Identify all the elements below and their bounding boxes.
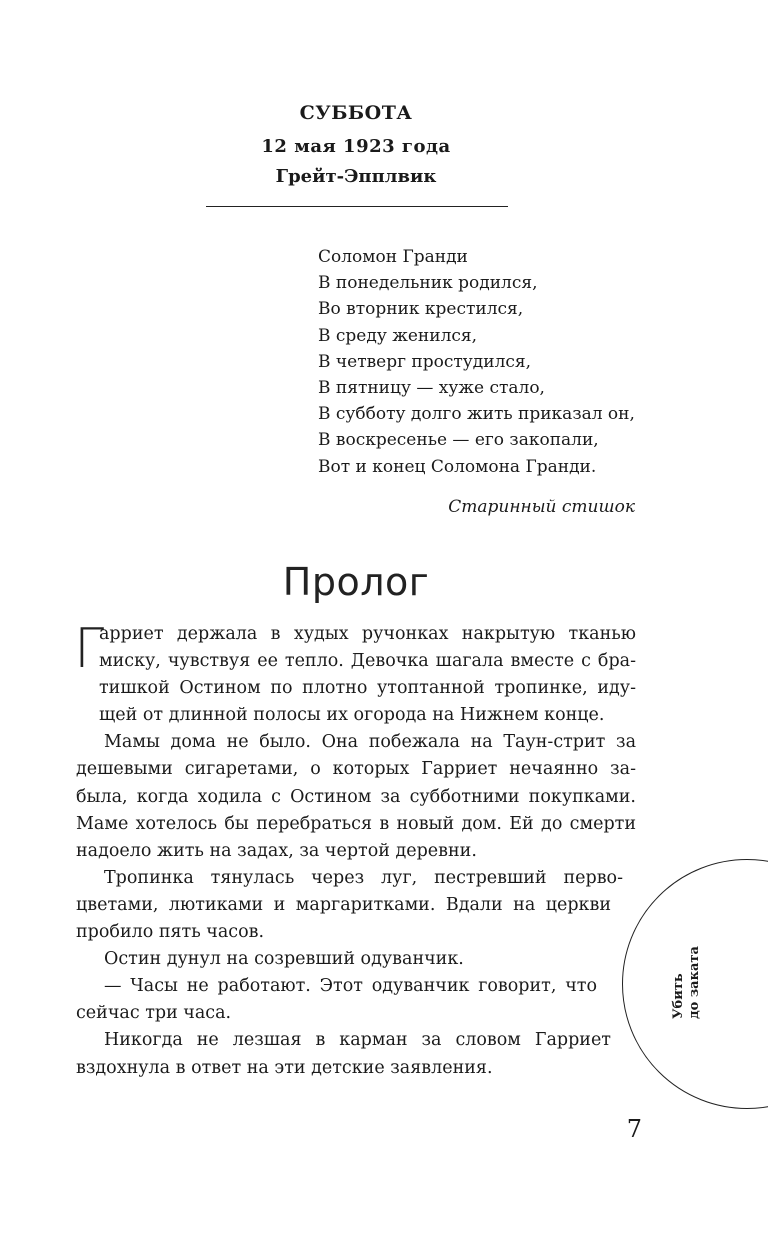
body-line: арриет держала в худых ручонках накрытую тканью — [99, 624, 636, 644]
body-line: пробило пять часов. — [76, 922, 265, 943]
body-line: сейчас три часа. — [76, 1003, 232, 1024]
poem-line: В среду женился, — [318, 325, 478, 346]
poem-line: В понедельник родился, — [318, 273, 538, 294]
body-line: надоело жить на задах, за чертой деревни. — [76, 840, 477, 861]
poem-line: Соломон Гранди — [318, 247, 468, 267]
side-tab-text — [659, 943, 719, 1019]
body-line: вздохнула в ответ на эти детские заявления. — [76, 1057, 493, 1078]
body-line: Мамы дома не было. Она побежала на Таун-стрит за — [104, 732, 636, 753]
poem-line: В пятницу — хуже стало, — [318, 377, 545, 398]
body-line: тишкой Остином по плотно утоптанной тропинке, иду- — [99, 678, 636, 699]
body-line: Остин дунул на созревший одуванчик. — [104, 949, 464, 970]
poem-line: Вот и конец Соломона Гранди. — [318, 456, 597, 477]
side-tab-line: до заката — [687, 946, 702, 1019]
body-text — [74, 617, 636, 1082]
body-line: цветами, лютиками и маргаритками. Вдали на церкви — [76, 894, 611, 915]
body-line: Никогда не лезшая в карман за словом Гарриет — [104, 1030, 611, 1051]
side-tab-line: Убить — [671, 973, 686, 1019]
body-line: щей от длинной полосы их огорода на Нижнем конце. — [99, 705, 605, 726]
epigraph-poem — [318, 244, 635, 480]
heading-divider — [206, 206, 508, 207]
page-number: 7 — [626, 1115, 642, 1143]
section-day-heading: СУББОТА — [299, 102, 413, 124]
chapter-title: Пролог — [282, 560, 430, 604]
body-line: Маме хотелось бы перебраться в новый дом. Ей до смерти — [76, 813, 636, 834]
drop-cap: Г — [74, 617, 105, 680]
body-line: — Часы не работают. Этот одуванчик говорит, что — [104, 976, 597, 997]
poem-line: В четверг простудился, — [318, 351, 532, 372]
body-line: была, когда ходила с Остином за субботними покупками. — [76, 786, 636, 807]
section-date-heading: 12 мая 1923 года — [261, 136, 451, 157]
poem-line: В субботу долго жить приказал он, — [318, 404, 635, 425]
body-line: миску, чувствуя ее тепло. Девочка шагала вместе с бра- — [99, 651, 636, 672]
poem-line: Во вторник крестился, — [318, 299, 524, 320]
body-line: Тропинка тянулась через луг, пестревший перво- — [104, 867, 623, 888]
poem-line: В воскресенье — его закопали, — [318, 430, 599, 451]
body-line: дешевыми сигаретами, о которых Гарриет нечаянно за- — [76, 759, 636, 780]
epigraph-attribution: Старинный стишок — [448, 497, 635, 517]
section-place-heading: Грейт-Эпплвик — [275, 166, 437, 187]
